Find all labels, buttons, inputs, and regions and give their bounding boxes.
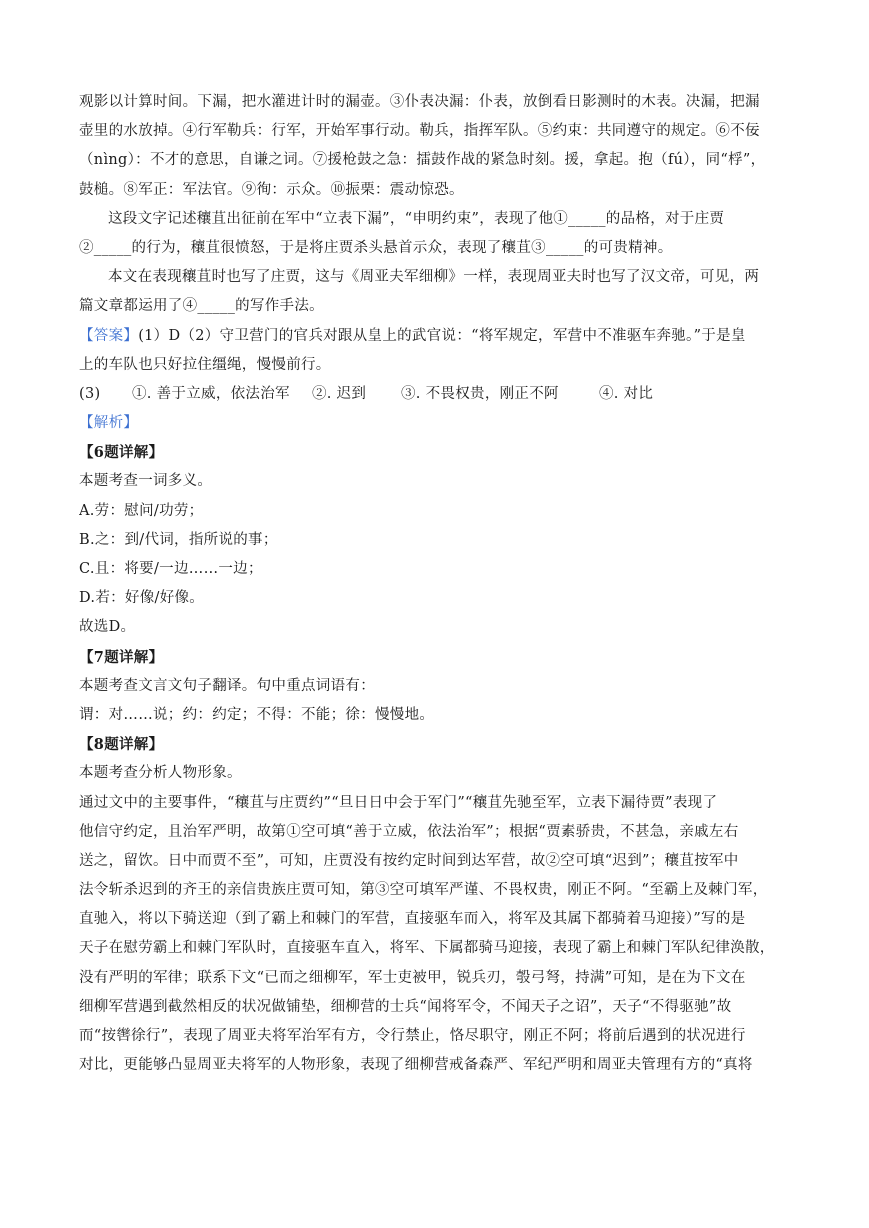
q8-heading: 【8题详解】 — [79, 736, 164, 754]
question-line: ②_____的行为，穰苴很愤怒，于是将庄贾杀头悬首示众，表现了穰苴③_____的可贵精神。 — [79, 239, 673, 256]
question-line: 篇文章都运用了④_____的写作手法。 — [79, 298, 324, 315]
q8-line: 法令斩杀迟到的齐王的亲信贵族庄贾可知，第③空可填军严谨、不畏权贵，刚正不阿。“至霸上及棘门军， — [79, 882, 768, 899]
answer-line — [79, 322, 794, 351]
q7-line: 本题考查文言文句子翻译。句中重点词语有： — [79, 677, 375, 694]
q8-line: 直驰入，将以下骑送迎（到了霸上和棘门的军营，直接驱车而入，将军及其属下都骑着马迎接）”写的是 — [79, 911, 746, 928]
q8-line: 送之，留饮。日中而贾不至”，可知，庄贾没有按约定时间到达军营，故②空可填“迟到”；穰苴按军中 — [79, 852, 739, 869]
notes-line: 观影以计算时间。下漏，把水灌进计时的漏壶。③仆表决漏：仆表，放倒看日影测时的木表。决漏，把漏 — [79, 94, 760, 110]
analysis-tag: 【解析】 — [79, 415, 139, 432]
q8-line: 通过文中的主要事件，“穰苴与庄贾约”“旦日日中会于军门”“穰苴先驰至军，立表下漏待贾”表现了 — [79, 794, 718, 811]
q6-line: C.且：将要/一边……一边； — [79, 561, 263, 577]
q8-line: 对比，更能够凸显周亚夫将军的人物形象，表现了细柳营戒备森严、军纪严明和周亚夫管理有方的“真将 — [79, 1057, 753, 1074]
q7-heading: 【7题详解】 — [79, 648, 164, 666]
q8-line: 天子在慰劳霸上和棘门军队时，直接驱车直入，将军、下属都骑马迎接，表现了霸上和棘门军队纪律涣散， — [79, 940, 775, 957]
answer-item: ①. 善于立威，依法治军 — [132, 385, 290, 402]
analysis-section — [79, 409, 794, 1080]
answer-part3-label: (3) — [79, 385, 101, 402]
q6-line: A.劳：慰问/功劳； — [79, 502, 204, 519]
answer-part3 — [79, 380, 794, 409]
q6-line: D.若：好像/好像。 — [79, 590, 205, 607]
question-line: 这段文字记述穰苴出征前在军中“立表下漏”，“申明约束”，表现了他①_____的品格，对于庄贾 — [108, 210, 725, 227]
document-body — [79, 88, 794, 1080]
q8-line: 细柳军营遇到截然相反的状况做铺垫，细柳营的士兵“闻将军令，不闻天子之诏”，天子“不得驱驰”故 — [79, 998, 732, 1015]
answer-tag: 【答案】 — [79, 327, 139, 344]
q6-heading: 【6题详解】 — [79, 444, 164, 462]
answer-item: ③. 不畏权贵，刚正不阿 — [401, 385, 559, 402]
annotation-notes — [79, 88, 794, 205]
q7-line: 谓：对……说；约：约定；不得：不能；徐：慢慢地。 — [79, 706, 435, 723]
q8-line: 没有严明的军律；联系下文“已而之细柳军，军士吏被甲，锐兵刃，彀弓弩，持满”可知，是在为下文在 — [79, 969, 746, 986]
question-line: 本文在表现穰苴时也写了庄贾，这与《周亚夫军细柳》一样，表现周亚夫时也写了汉文帝，可见，两 — [108, 269, 760, 286]
q6-line: B.之：到/代词，指所说的事； — [79, 531, 278, 548]
q6-line: 本题考查一词多义。 — [79, 473, 213, 490]
notes-line: （nìng）：不才的意思，自谦之词。⑦援枪鼓之急：擂鼓作战的紧急时刻。援，拿起。抱（fú），同“桴”， — [79, 152, 766, 169]
answer-item: ②. 迟到 — [312, 385, 367, 402]
answer-item: ④. 对比 — [599, 385, 654, 402]
question-fill-blank — [79, 205, 794, 322]
q8-line: 本题考查分析人物形象。 — [79, 765, 242, 782]
answer-section — [79, 322, 794, 410]
q8-line: 他信守约定，且治军严明，故第①空可填“善于立威，依法治军”；根据“贾素骄贵，不甚急，亲戚左右 — [79, 823, 739, 840]
notes-line: 鼓槌。⑧军正：军法官。⑨徇：示众。⑩振栗：震动惊恐。 — [79, 181, 464, 198]
q6-line: 故选D。 — [79, 619, 136, 636]
notes-line: 壶里的水放掉。④行军勒兵：行军，开始军事行动。勒兵，指挥军队。⑤约束：共同遵守的规定。⑥不佞 — [79, 123, 760, 140]
answer-text: (1）D（2）守卫营门的官兵对跟从皇上的武官说：“将军规定，军营中不准驱车奔驰。”于是皇 — [138, 327, 746, 344]
answer-line: 上的车队也只好拉住缰绳，慢慢前行。 — [79, 356, 331, 373]
q8-line: 而“按辔徐行”，表现了周亚夫将军治军有方，令行禁止，恪尽职守，刚正不阿；将前后遇到的状况进行 — [79, 1028, 746, 1044]
